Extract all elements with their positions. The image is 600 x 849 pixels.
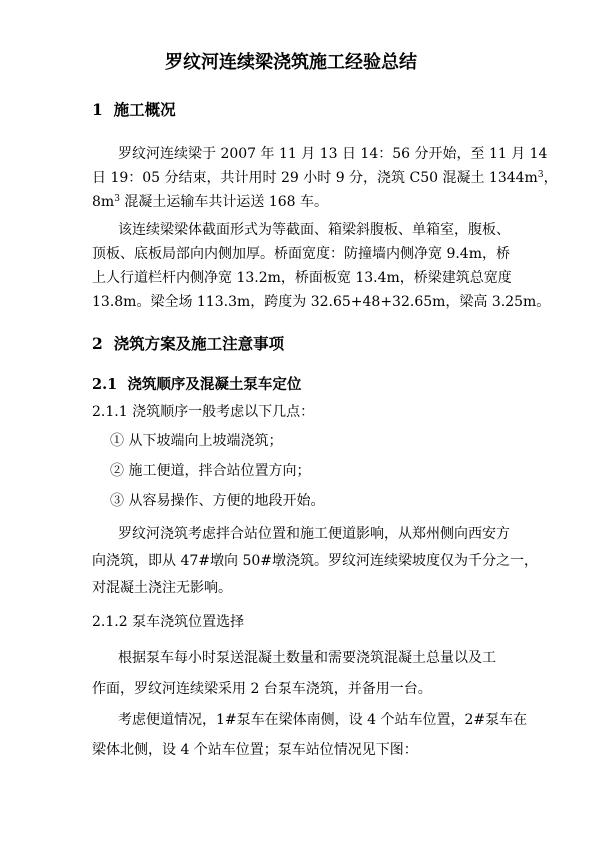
para-3-line-3: 对混凝土浇注无影响。 [92,580,232,596]
para-5-line-1: 考虑便道情况，1#泵车在梁体南侧，设 4 个站车位置，2#泵车在 [118,712,528,728]
para-1-line-3-text: 8m [92,194,115,210]
subsection-2-1-heading [92,377,301,393]
section-2-number: 2 [92,334,103,353]
section-2-title: 浇筑方案及施工注意事项 [113,334,285,353]
item-2-1-2: 2.1.2 泵车浇筑位置选择 [92,614,245,630]
document-title: 罗纹河连续梁浇筑施工经验总结 [165,52,417,73]
para-3-line-1: 罗纹河浇筑考虑拌合站位置和施工便道影响，从郑州侧向西安方 [118,526,510,542]
list-item-1: ① 从下坡端向上坡端浇筑； [110,433,283,449]
section-2-heading [92,335,284,353]
para-1-line-2 [92,170,558,186]
para-1-line-3 [92,194,328,210]
para-2-line-4: 13.8m。梁全场 113.3m，跨度为 32.65+48+32.65m，梁高 3.25m。 [92,294,551,310]
section-1-title: 施工概况 [113,100,176,119]
subsection-2-1-number: 2.1 [92,376,118,393]
para-2-line-3: 上人行道栏杆内侧净宽 13.2m，桥面板宽 13.4m，桥梁建筑总宽度 [92,270,512,286]
para-2-line-1: 该连续梁梁体截面形式为等截面、箱梁斜腹板、单箱室，腹板、 [118,222,510,238]
para-5-line-2: 梁体北侧，设 4 个站车位置；泵车站位情况见下图： [92,742,418,758]
section-1-number: 1 [92,100,103,119]
superscript-3: 3 [537,170,544,180]
list-item-2: ② 施工便道，拌合站位置方向； [110,463,311,479]
list-item-3: ③ 从容易操作、方便的地段开始。 [110,493,325,509]
subsection-2-1-title: 浇筑顺序及混凝土泵车定位 [127,376,302,393]
para-1-line-2-tail: ， [543,170,558,186]
para-2-line-2: 顶板、底板局部向内侧加厚。桥面宽度：防撞墙内侧净宽 9.4m，桥 [92,246,510,262]
superscript-3: 3 [114,194,120,204]
para-3-line-2: 向浇筑，即从 47#墩向 50#墩浇筑。罗纹河连续梁坡度仅为千分之一， [92,553,538,569]
para-1-line-2-text: 日 19：05 分结束，共计用时 29 小时 9 分，浇筑 C50 混凝土 1344m [92,170,538,186]
para-1-line-3-tail: 混凝土运输车共计运送 168 车。 [119,194,328,210]
item-2-1-1: 2.1.1 浇筑顺序一般考虑以下几点： [92,404,315,420]
para-4-line-1: 根据泵车每小时泵送混凝土数量和需要浇筑混凝土总量以及工 [118,650,496,666]
para-1-line-1: 罗纹河连续梁于 2007 年 11 月 13 日 14：56 分开始，至 11 月 14 [118,146,548,162]
para-4-line-2: 作面，罗纹河连续梁采用 2 台泵车浇筑，并备用一台。 [92,681,432,697]
section-1-heading [92,101,176,119]
